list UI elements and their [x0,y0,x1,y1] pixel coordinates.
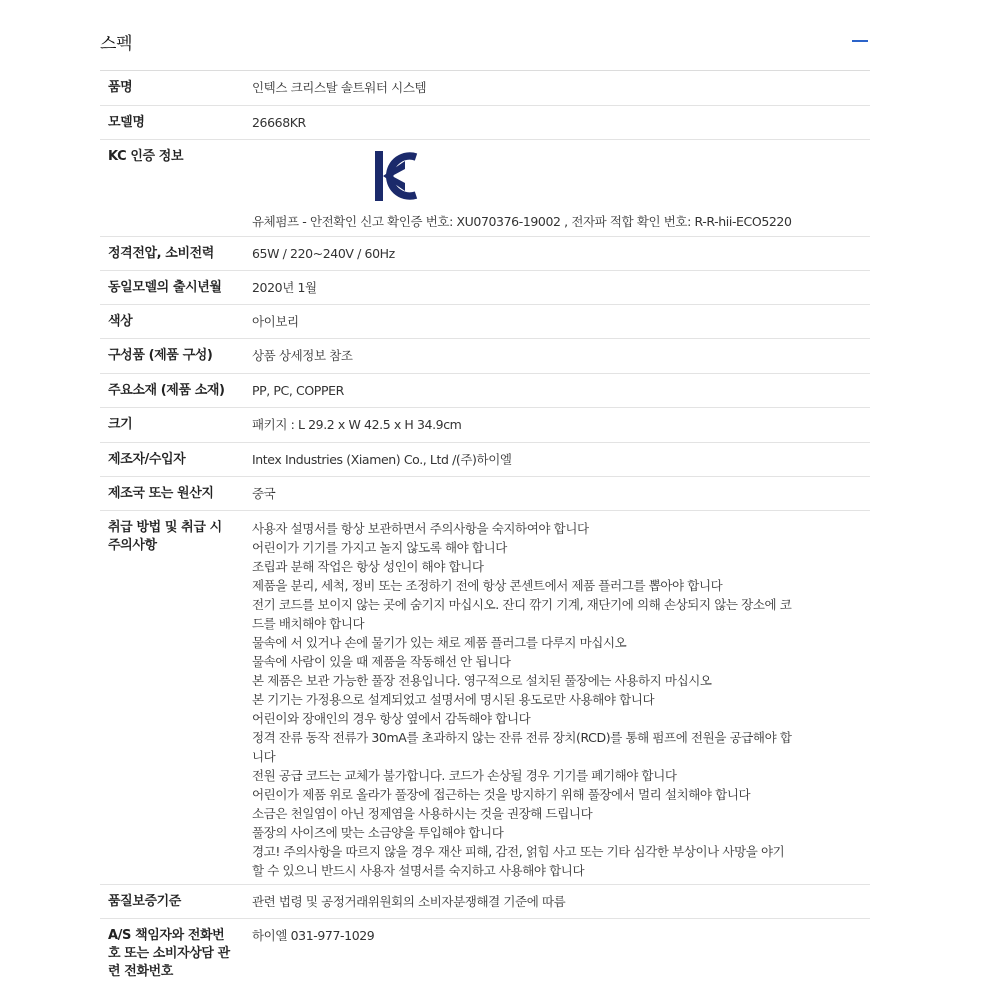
instruction-line: 전원 공급 코드는 교체가 불가합니다. 코드가 손상될 경우 기기를 폐기해야 합니다 [252,768,677,783]
label-line: A/S 책임자와 전화번 [108,928,225,943]
row-value: PP, PC, COPPER [252,383,344,398]
row-value: 2020년 1월 [252,280,317,295]
table-row [100,443,870,477]
row-value: 26668KR [252,115,306,130]
row-label: 품질보증기준 [108,894,181,909]
row-value: 인텍스 크리스탈 솔트워터 시스템 [252,80,427,95]
row-label: 품명 [108,80,133,95]
row-value: 패키지 : L 29.2 x W 42.5 x H 34.9cm [252,417,462,432]
table-row [100,477,870,511]
row-label: 제조국 또는 원산지 [108,486,214,501]
instruction-line: 물속에 서 있거나 손에 물기가 있는 채로 제품 플러그를 다루지 마십시오 [252,635,627,650]
label-line: 련 전화번호 [108,964,173,979]
table-row [100,919,870,989]
label-line: 호 또는 소비자상담 관 [108,946,230,961]
kc-mark-icon [374,150,418,202]
instruction-line: 본 제품은 보관 가능한 풀장 전용입니다. 영구적으로 설치된 풀장에는 사용하지 마십시오 [252,673,712,688]
minus-icon [852,40,868,42]
instruction-line: 어린이와 장애인의 경우 항상 옆에서 감독해야 합니다 [252,711,531,726]
table-row [100,885,870,919]
row-label: KC 인증 정보 [108,149,184,164]
row-value: Intex Industries (Xiamen) Co., Ltd /(주)하이엘 [252,452,512,467]
instruction-line: 드를 배치해야 합니다 [252,616,365,631]
table-row [100,305,870,339]
row-label: 동일모델의 출시년월 [108,280,222,295]
care-instructions [246,511,870,884]
table-row [100,140,870,237]
instruction-line: 할 수 있으니 반드시 사용자 설명서를 숙지하고 사용해야 합니다 [252,863,585,878]
label-line: 주의사항 [108,538,157,553]
kc-cert-text: 유체펌프 - 안전확인 신고 확인증 번호: XU070376-19002 , 전자파 적합 확인 번호: R-R-hii-ECO5220 [252,214,792,229]
instruction-line: 소금은 천일염이 아닌 정제염을 사용하시는 것을 권장해 드립니다 [252,806,593,821]
instruction-line: 경고! 주의사항을 따르지 않을 경우 재산 피해, 감전, 얽힘 사고 또는 기타 심각한 부상이나 사망을 야기 [252,844,785,859]
spec-table [100,70,870,989]
row-label-multiline [100,919,246,989]
instruction-line: 정격 잔류 동작 전류가 30mA를 초과하지 않는 잔류 전류 장치(RCD)를 통해 펌프에 전원을 공급해야 합 [252,730,792,745]
section-title: 스펙 [100,33,133,54]
row-value: 아이보리 [252,314,299,329]
instruction-line: 어린이가 제품 위로 올라가 풀장에 접근하는 것을 방지하기 위해 풀장에서 멀리 설치해야 합니다 [252,787,751,802]
row-value: 중국 [252,486,276,501]
table-row [100,106,870,140]
table-row [100,408,870,443]
table-row [100,511,870,885]
row-label: 주요소재 (제품 소재) [108,383,225,398]
table-row [100,374,870,408]
row-value: 하이엘 031-977-1029 [252,928,375,943]
instruction-line: 어린이가 기기를 가지고 놀지 않도록 해야 합니다 [252,540,507,555]
row-label: 정격전압, 소비전력 [108,246,214,261]
row-label: 색상 [108,314,133,329]
row-label: 크기 [108,417,133,432]
instruction-line: 풀장의 사이즈에 맞는 소금양을 투입해야 합니다 [252,825,504,840]
instruction-line: 사용자 설명서를 항상 보관하면서 주의사항을 숙지하여야 합니다 [252,521,589,536]
instruction-line: 니다 [252,749,276,764]
collapse-button[interactable] [850,31,870,51]
table-row [100,271,870,305]
instruction-line: 제품을 분리, 세척, 정비 또는 조정하기 전에 항상 콘센트에서 제품 플러그를 뽑아야 합니다 [252,578,723,593]
table-row [100,237,870,271]
instruction-line: 조립과 분해 작업은 항상 성인이 해야 합니다 [252,559,484,574]
row-label-multiline [100,511,246,884]
row-value-kc [246,140,870,236]
instruction-line: 본 기기는 가정용으로 설계되었고 설명서에 명시된 용도로만 사용해야 합니다 [252,692,655,707]
label-line: 취급 방법 및 취급 시 [108,520,222,535]
row-value: 상품 상세정보 참조 [252,348,353,363]
row-value: 관련 법령 및 공정거래위원회의 소비자분쟁해결 기준에 따름 [252,894,566,909]
row-label: 모델명 [108,115,145,130]
instruction-line: 전기 코드를 보이지 않는 곳에 숨기지 마십시오. 잔디 깎기 기계, 재단기에 의해 손상되지 않는 장소에 코 [252,597,792,612]
table-row [100,339,870,374]
spec-section-header [100,26,870,56]
row-label: 구성품 (제품 구성) [108,348,213,363]
table-row [100,71,870,106]
row-label: 제조자/수입자 [108,452,186,467]
instruction-line: 물속에 사람이 있을 때 제품을 작동해선 안 됩니다 [252,654,511,669]
row-value: 65W / 220~240V / 60Hz [252,246,395,261]
